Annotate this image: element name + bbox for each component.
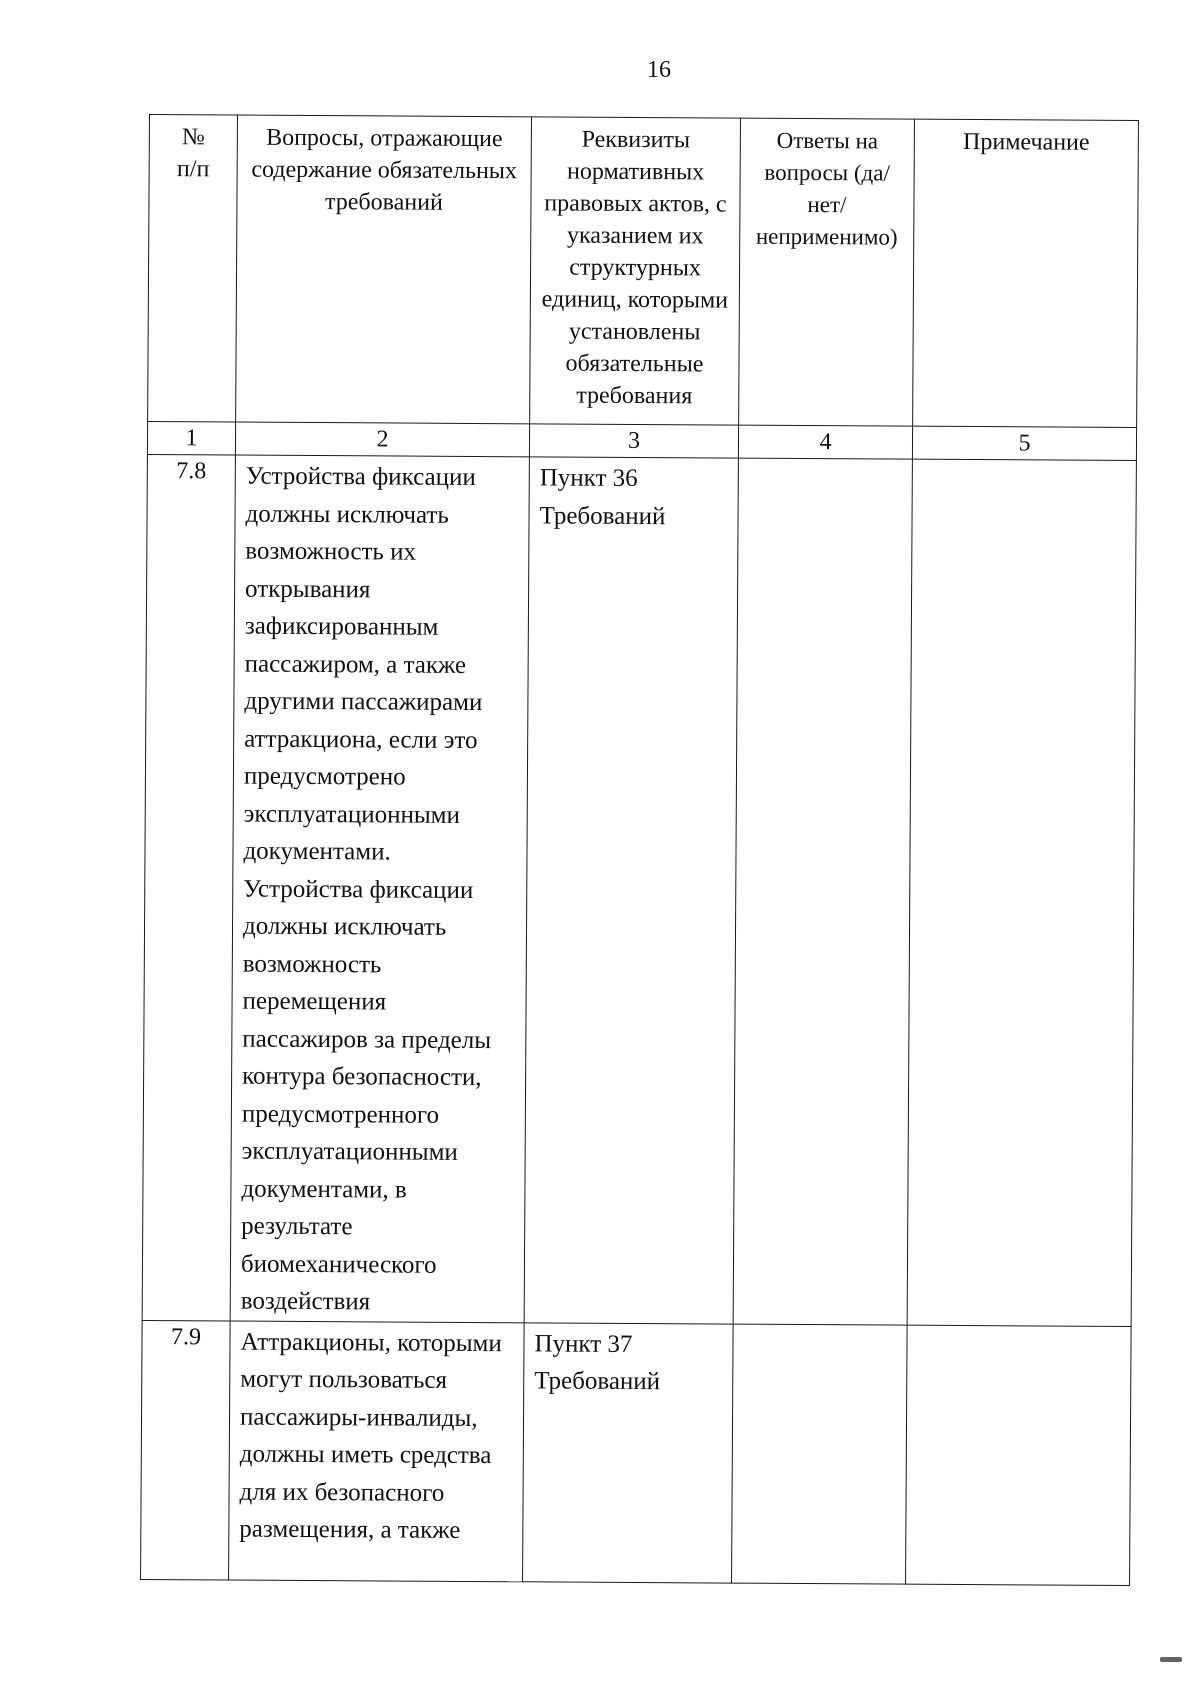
row-answer <box>733 458 912 1325</box>
requirements-table <box>140 114 1139 1586</box>
header-number: № п/п <box>148 115 238 423</box>
column-number: 3 <box>529 424 738 458</box>
row-number: 7.9 <box>141 1320 231 1580</box>
header-reference: Реквизиты нормативных правовых актов, с указанием их структурных единиц, которыми установлены обязательные требования <box>530 117 741 425</box>
row-number: 7.8 <box>142 454 235 1320</box>
table-row <box>141 1320 1132 1585</box>
column-number: 5 <box>912 426 1136 460</box>
table-row <box>142 454 1136 1326</box>
header-question: Вопросы, отражающие содержание обязательных требований <box>236 115 532 424</box>
scan-mark <box>1160 1657 1182 1662</box>
row-answer <box>732 1324 908 1584</box>
row-reference: Пункт 36 Требований <box>524 457 738 1324</box>
row-question: Устройства фиксации должны исключать возможность их открывания зафиксированным пассажиром, а также другими пассажирами аттракциона, если это предусмотрено эксплуатационными документами. Устройства фиксации должны исключать возможность перемещения пассажиров за пределы контура безопасности, предусмотренного эксплуатационными документами, в результате биомеханического воздействия <box>230 455 529 1322</box>
header-answer: Ответы на вопросы (да/нет/ неприменимо) <box>739 118 915 426</box>
table-header-row <box>148 115 1139 428</box>
row-note <box>907 459 1136 1326</box>
row-question: Аттракционы, которыми могут пользоваться пассажиры-инвалиды, должны иметь средства для их безопасного размещения, а также <box>229 1321 525 1582</box>
column-number: 1 <box>147 421 235 455</box>
header-note: Примечание <box>913 119 1139 427</box>
row-note <box>906 1325 1132 1585</box>
column-number: 4 <box>738 425 912 459</box>
row-reference: Пункт 37 Требований <box>523 1322 734 1582</box>
column-number: 2 <box>235 422 529 457</box>
page-number: 16 <box>647 57 671 83</box>
